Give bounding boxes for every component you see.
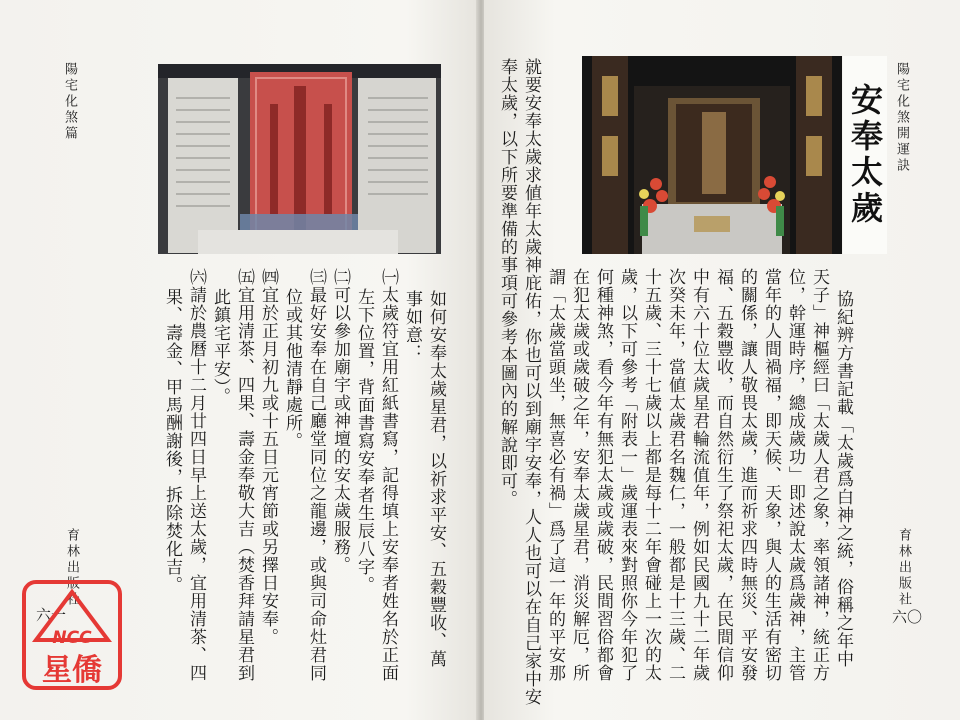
right-text-col-11: 何種神煞，看今年有無犯太歲或歲破，民間習俗都會 xyxy=(593,268,613,682)
right-text-col-5: 的關係，讓人敬畏太歲，進而祈求四時無災、平安發 xyxy=(737,268,757,682)
left-running-head: 陽宅化煞篇 xyxy=(62,62,77,142)
right-publisher: 育林出版社 xyxy=(896,528,911,608)
section-heading: 安奉太歲 xyxy=(843,56,887,254)
left-text-col-11: ㈥請於農曆十二月廿四日早上送太歲，宜用清茶、四 xyxy=(186,268,206,682)
left-text-col-6: ㈢最好安奉在自己廳堂同位之龍邊，或與司命灶君同 xyxy=(306,268,326,682)
right-page-number: 六〇 xyxy=(892,608,923,626)
right-text-col-8: 次癸未年，當値太歲君名魏仁，一般都是十三歲、二 xyxy=(665,268,685,682)
left-text-col-8: ㈣宜於正月初九或十五日元宵節或另擇日安奉。 xyxy=(258,268,278,646)
right-text-col-4: 當年的人間禍福，即天候、天象，與人的生活有密切 xyxy=(761,268,781,682)
svg-text:NCC: NCC xyxy=(52,628,92,648)
right-page xyxy=(484,0,960,720)
right-text-col-15: 奉太歲，以下所要準備的事項可參考本圖內的解說即可。 xyxy=(497,58,517,508)
left-text-col-5: ㈡可以參加廟宇或神壇的安太歲服務。 xyxy=(330,268,350,574)
left-text-col-2: 事如意： xyxy=(402,290,422,362)
right-running-head: 陽宅化煞開運訣 xyxy=(894,62,909,174)
left-page xyxy=(0,0,478,720)
right-text-col-9: 十五歲、三十七歲以上都是每十二年會碰上一次的太 xyxy=(641,268,661,682)
tablet-photo xyxy=(158,64,441,254)
left-text-col-1: 如何安奉太歲星君，以祈求平安、五穀豐收、萬 xyxy=(426,290,446,668)
right-text-col-12: 在犯太歲或歲破之年，安奉太歲星君，消災解厄，所 xyxy=(569,268,589,682)
right-text-col-10: 歲，以下可參考「附表一」歲運表來對照你今年犯了 xyxy=(617,268,637,682)
right-text-col-2: 天子」神樞經曰「太歲人君之象，率領諸神，統正方 xyxy=(809,268,829,682)
left-publisher: 育林出版社 xyxy=(64,528,79,608)
altar-photo xyxy=(582,56,842,254)
left-page-number: 六一 xyxy=(36,606,67,624)
right-text-col-1: 協紀辨方書記載「太歲爲白神之統，俗稱之年中 xyxy=(833,290,853,668)
left-text-col-12: 果、壽金、甲馬酬謝後，拆除焚化吉。 xyxy=(162,288,182,594)
left-text-col-10: 此鎮宅平安）。 xyxy=(210,288,230,406)
right-text-col-7: 中有六十位太歲星君輪流值年，例如民國九十二年歲 xyxy=(689,268,709,682)
left-text-col-9: ㈤宜用清茶、四果、壽金奉敬大吉（焚香拜請星君到 xyxy=(234,268,254,682)
right-text-col-3: 位，幹運時序，總成歲功」即述說太歲爲歲神，主管 xyxy=(785,268,805,682)
right-text-col-6: 福、五穀豐收，而自然衍生了祭祀太歲，在民間信仰 xyxy=(713,268,733,682)
right-text-col-13: 謂「太歲當頭坐，無喜必有禍」爲了這一年的平安那 xyxy=(545,268,565,682)
left-text-col-7: 位或其他清靜處所。 xyxy=(282,288,302,450)
svg-text:星僑: 星僑 xyxy=(42,653,102,688)
left-text-col-3: ㈠太歲符宜用紅紙書寫，記得填上安奉者姓名於正面 xyxy=(378,268,398,682)
left-text-col-4: 左下位置，背面書寫安奉者生辰八字。 xyxy=(354,288,374,594)
ncc-seal xyxy=(22,580,122,690)
right-text-col-14: 就要安奉太歲求値年太歲神庇佑，你也可以到廟宇安奉，人人也可以在自己家中安 xyxy=(521,58,541,706)
